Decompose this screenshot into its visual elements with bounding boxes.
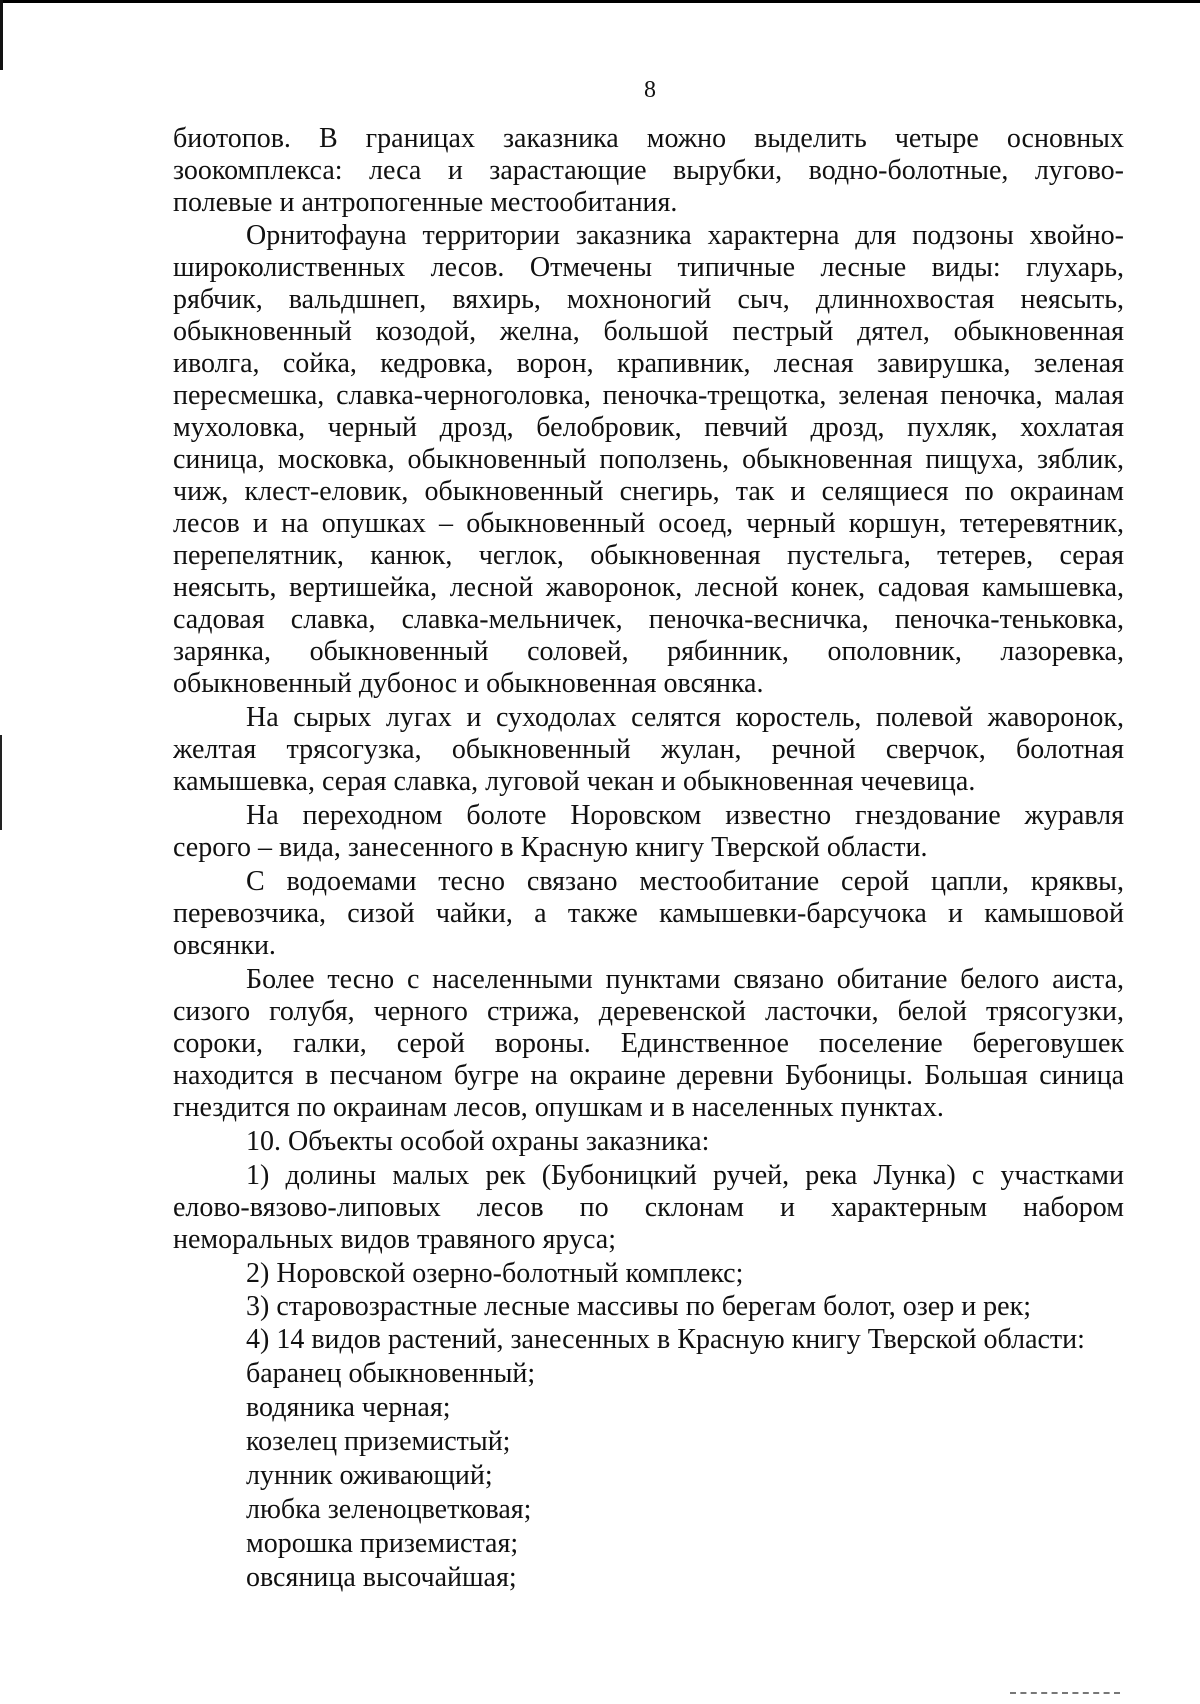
text-line: лесов и на опушках – обыкновенный осоед, черный коршун, тетеревятник, xyxy=(173,508,1124,539)
text-line: полевые и антропогенные местообитания. xyxy=(173,187,678,218)
species-list-item: водяника черная; xyxy=(246,1392,451,1423)
paragraph-start-line: С водоемами тесно связано местообитание серой цапли, кряквы, xyxy=(246,866,1124,897)
text-line: неморальных видов травяного яруса; xyxy=(173,1224,617,1255)
text-line: камышевка, серая славка, луговой чекан и обыкновенная чечевица. xyxy=(173,766,976,797)
species-list-item: козелец приземистый; xyxy=(246,1426,511,1457)
text-line: елово-вязово-липовых лесов по склонам и характерным набором xyxy=(173,1192,1124,1223)
text-line: мухоловка, черный дрозд, белобровик, певчий дрозд, пухляк, хохлатая xyxy=(173,412,1124,443)
paragraph-start-line: На сырых лугах и суходолах селятся коростель, полевой жаворонок, xyxy=(246,702,1124,733)
species-list-item: баранец обыкновенный; xyxy=(246,1358,536,1389)
paragraph-start-line: Более тесно с населенными пунктами связано обитание белого аиста, xyxy=(246,964,1124,995)
list-item: 2) Норовской озерно-болотный комплекс; xyxy=(246,1258,744,1289)
left-scan-mark-top xyxy=(0,0,3,70)
text-line: находится в песчаном бугре на окраине деревни Бубоницы. Большая синица xyxy=(173,1060,1124,1091)
top-scan-border xyxy=(0,0,1200,3)
text-line: овсянки. xyxy=(173,930,276,961)
text-line: зоокомплекса: леса и зарастающие вырубки, водно-болотные, лугово- xyxy=(173,155,1124,186)
text-line: обыкновенный козодой, желна, большой пестрый дятел, обыкновенная xyxy=(173,316,1124,347)
text-line: рябчик, вальдшнеп, вяхирь, мохноногий сыч, длиннохвостая неясыть, xyxy=(173,284,1124,315)
text-line: пересмешка, славка-черноголовка, пеночка-трещотка, зеленая пеночка, малая xyxy=(173,380,1124,411)
species-list-item: любка зеленоцветковая; xyxy=(246,1494,532,1525)
text-line: обыкновенный дубонос и обыкновенная овсянка. xyxy=(173,668,764,699)
species-list-item: лунник оживающий; xyxy=(246,1460,493,1491)
text-line: неясыть, вертишейка, лесной жаворонок, лесной конек, садовая камышевка, xyxy=(173,572,1124,603)
text-line: зарянка, обыкновенный соловей, рябинник, ополовник, лазоревка, xyxy=(173,636,1124,667)
text-line: сизого голубя, черного стрижа, деревенской ласточки, белой трясогузки, xyxy=(173,996,1124,1027)
paragraph-start-line: Орнитофауна территории заказника характерна для подзоны хвойно- xyxy=(246,220,1124,251)
text-line: гнездится по окраинам лесов, опушкам и в населенных пунктах. xyxy=(173,1092,944,1123)
paragraph-start-line: На переходном болоте Норовском известно гнездование журавля xyxy=(246,800,1124,831)
text-line: иволга, сойка, кедровка, ворон, крапивник, лесная завирушка, зеленая xyxy=(173,348,1124,379)
text-line: желтая трясогузка, обыкновенный жулан, речной сверчок, болотная xyxy=(173,734,1124,765)
text-line: биотопов. В границах заказника можно выделить четыре основных xyxy=(173,123,1124,154)
text-line: серого – вида, занесенного в Красную книгу Тверской области. xyxy=(173,832,928,863)
text-line: широколиственных лесов. Отмечены типичные лесные виды: глухарь, xyxy=(173,252,1124,283)
text-line: сороки, галки, серой вороны. Единственное поселение береговушек xyxy=(173,1028,1124,1059)
bottom-scan-dash xyxy=(1010,1692,1120,1696)
text-line: перепелятник, канюк, чеглок, обыкновенная пустельга, тетерев, серая xyxy=(173,540,1124,571)
text-line: перевозчика, сизой чайки, а также камышевки-барсучока и камышовой xyxy=(173,898,1124,929)
text-line: чиж, клест-еловик, обыкновенный снегирь, так и селящиеся по окраинам xyxy=(173,476,1124,507)
section-heading: 10. Объекты особой охраны заказника: xyxy=(246,1126,710,1157)
text-line: синица, московка, обыкновенный поползень, обыкновенная пищуха, зяблик, xyxy=(173,444,1124,475)
species-list-item: овсяница высочайшая; xyxy=(246,1562,517,1593)
list-item: 1) долины малых рек (Бубоницкий ручей, река Лунка) с участками xyxy=(246,1160,1124,1191)
list-item: 4) 14 видов растений, занесенных в Красную книгу Тверской области: xyxy=(246,1324,1085,1355)
left-scan-mark-middle xyxy=(0,735,2,830)
list-item: 3) старовозрастные лесные массивы по берегам болот, озер и рек; xyxy=(246,1291,1031,1322)
species-list-item: морошка приземистая; xyxy=(246,1528,519,1559)
text-line: садовая славка, славка-мельничек, пеночка-весничка, пеночка-теньковка, xyxy=(173,604,1124,635)
page-number: 8 xyxy=(644,77,656,103)
